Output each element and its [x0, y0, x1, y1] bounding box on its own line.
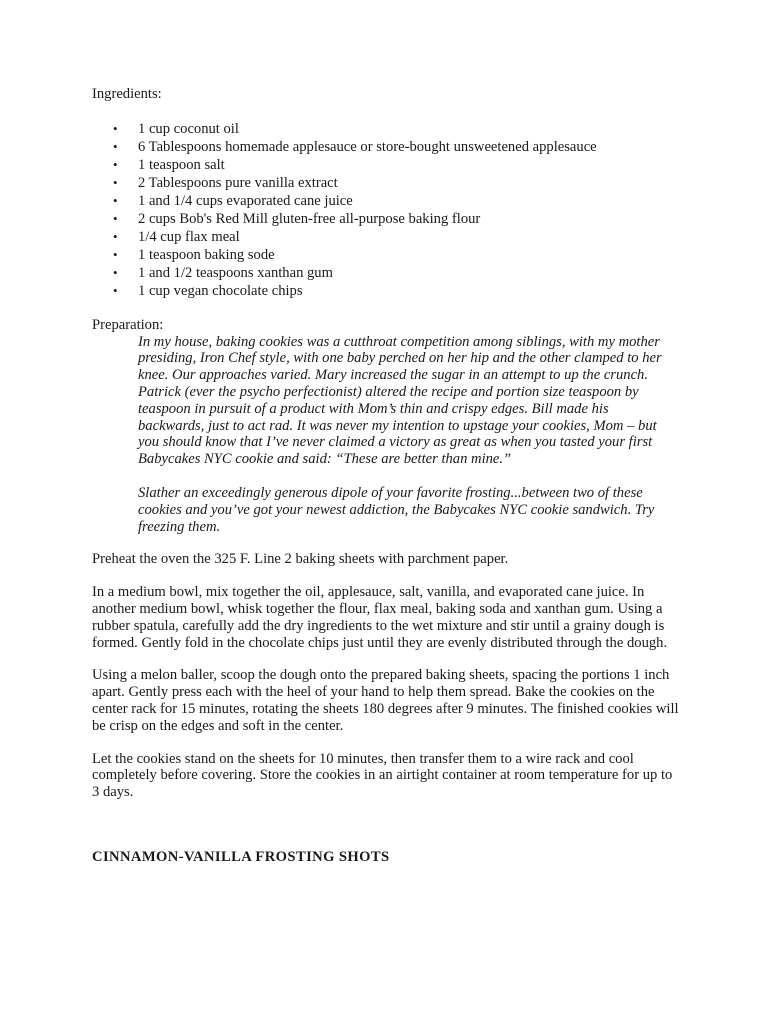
ingredient-item: [92, 229, 692, 247]
ingredient-item: [92, 175, 692, 193]
bullet-icon: •: [113, 228, 118, 244]
ingredient-text: 1 and 1/2 teaspoons xanthan gum: [138, 264, 333, 281]
ingredient-text: 1 and 1/4 cups evaporated cane juice: [138, 192, 353, 209]
step-paragraph: Let the cookies stand on the sheets for 10 minutes, then transfer them to a wire rack and cool completely before covering. Store the cookies in an airtight container at room temperature for up to 3 days.: [92, 750, 673, 801]
ingredient-text: 1 cup vegan chocolate chips: [138, 282, 303, 299]
ingredients-label: Ingredients:: [92, 86, 162, 102]
quote-paragraph: In my house, baking cookies was a cutthroat competition among siblings, with my mother presiding, Iron Chef style, with one baby perched on her hip and the other clamped to her knee. Our approaches varied. Mary increased the sugar in an attempt to up the crunch. Patrick (ever the psycho perfectionist) altered the recipe and portion size teaspoon by teaspoon in pursuit of a product with Mom’s thin and crispy edges. Bill made his backwards, just to act rad. It was never my intention to upstage your cookies, Mom – but you should know that I’ve never claimed a victory as great as when you tasted your first Babycakes NYC cookie and said: “These are better than mine.”: [138, 333, 662, 468]
ingredient-text: 1 cup coconut oil: [138, 120, 239, 137]
ingredient-text: 2 cups Bob's Red Mill gluten-free all-purpose baking flour: [138, 210, 481, 227]
step-paragraph: Preheat the oven the 325 F. Line 2 baking sheets with parchment paper.: [92, 551, 509, 568]
bullet-icon: •: [113, 174, 118, 190]
bullet-icon: •: [113, 156, 118, 172]
ingredient-text: 1 teaspoon baking sode: [138, 246, 275, 263]
bullet-icon: •: [113, 210, 118, 226]
ingredient-text: 1 teaspoon salt: [138, 156, 225, 173]
bullet-icon: •: [113, 192, 118, 208]
ingredient-item: [92, 283, 692, 301]
ingredient-item: [92, 157, 692, 175]
ingredient-item: [92, 247, 692, 265]
quote-paragraph: Slather an exceedingly generous dipole of your favorite frosting...between two of these cookies and you’ve got your newest addiction, the Babycakes NYC cookie sandwich. Try freezing them.: [138, 484, 655, 535]
ingredient-item: [92, 265, 692, 283]
next-recipe-title: CINNAMON-VANILLA FROSTING SHOTS: [92, 848, 390, 865]
ingredient-item: [92, 121, 692, 139]
ingredient-item: [92, 211, 692, 229]
intro-quote: [138, 334, 678, 536]
ingredient-item: [92, 139, 692, 157]
ingredient-text: 6 Tablespoons homemade applesauce or store-bought unsweetened applesauce: [138, 138, 597, 155]
ingredient-text: 2 Tablespoons pure vanilla extract: [138, 174, 338, 191]
ingredient-text: 1/4 cup flax meal: [138, 228, 240, 245]
ingredient-item: [92, 193, 692, 211]
bullet-icon: •: [113, 138, 118, 154]
preparation-label: Preparation:: [92, 316, 164, 333]
recipe-document: [92, 86, 692, 866]
bullet-icon: •: [113, 264, 118, 280]
ingredients-list: [92, 121, 692, 301]
step-paragraph: Using a melon baller, scoop the dough onto the prepared baking sheets, spacing the portions 1 inch apart. Gently press each with the heel of your hand to help them spread. Bake the cookies on the center rack for 15 minutes, rotating the sheets 180 degrees after 9 minutes. The finished cookies will be crisp on the edges and soft in the center.: [92, 667, 679, 734]
bullet-icon: •: [113, 246, 118, 262]
step-paragraph: In a medium bowl, mix together the oil, applesauce, salt, vanilla, and evaporated cane juice. In another medium bowl, whisk together the flour, flax meal, baking soda and xanthan gum. Using a rubber spatula, carefully add the dry ingredients to the wet mixture and stir until a grainy dough is formed. Gently fold in the chocolate chips just until they are evenly distributed through the dough.: [92, 584, 668, 651]
bullet-icon: •: [113, 282, 118, 298]
bullet-icon: •: [113, 120, 118, 136]
